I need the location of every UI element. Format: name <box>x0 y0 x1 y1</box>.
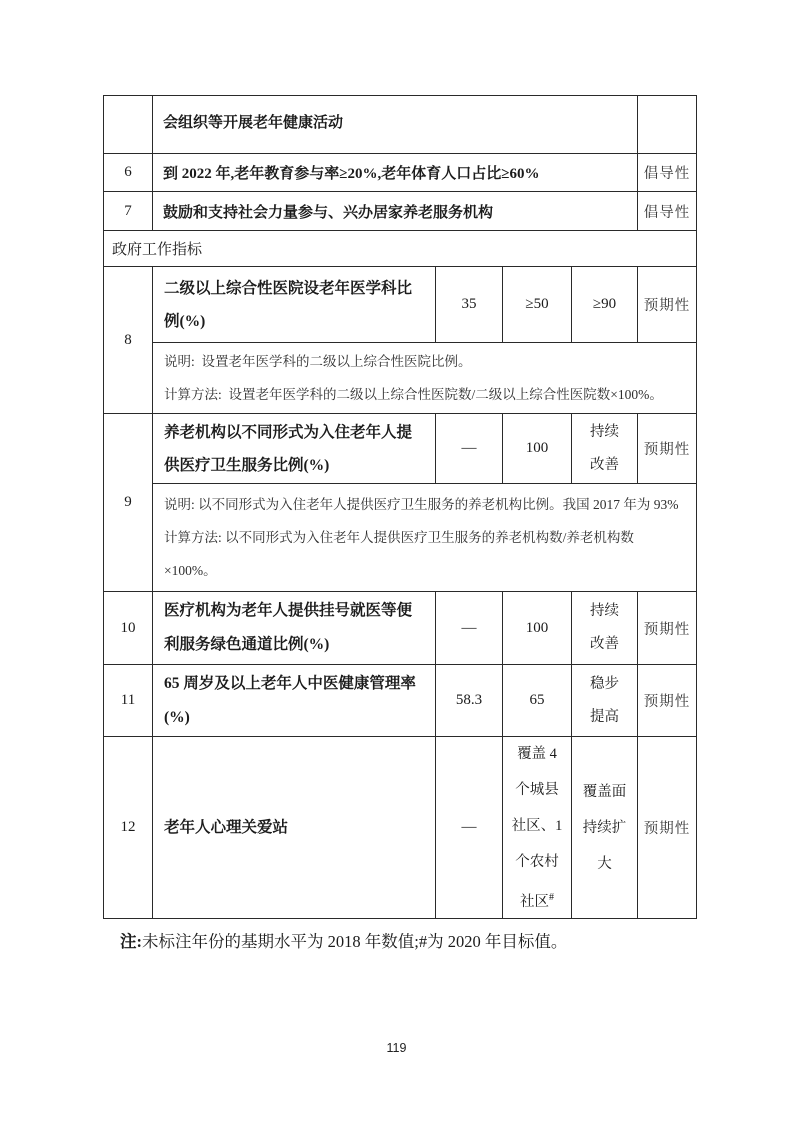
target-2030-trend <box>572 414 638 483</box>
notes-cell <box>153 343 696 413</box>
indicator-table <box>103 95 697 919</box>
target-2022-value: 65 <box>503 665 572 736</box>
trend-text: 覆盖面 持续扩 大 <box>582 783 627 872</box>
type-cell-empty <box>638 96 696 153</box>
type-label: 预期性 <box>643 442 691 458</box>
row-number: 11 <box>104 665 153 736</box>
indicator-line: 养老机构以不同形式为入住老年人提 <box>164 423 413 441</box>
table-row-continuation <box>104 96 696 154</box>
indicator-text <box>153 665 436 736</box>
indicator-line: (%) <box>164 708 190 726</box>
table-row-9 <box>104 414 696 592</box>
indicator-line: 65 周岁及以上老年人中医健康管理率 <box>164 674 416 692</box>
page-number: 119 <box>386 1041 407 1055</box>
baseline-value: — <box>436 414 503 483</box>
target-2030-trend <box>572 737 638 918</box>
table-row-12 <box>104 737 696 918</box>
indicator-line: 二级以上综合性医院设老年医学科比 <box>164 279 413 297</box>
continuation-text: 会组织等开展老年健康活动 <box>153 96 638 153</box>
indicator-text: 到 2022 年,老年教育参与率≥20%,老年体育人口占比≥60% <box>153 154 638 191</box>
indicator-text <box>153 414 436 483</box>
note-description: 说明: 设置老年医学科的二级以上综合性医院比例。 <box>164 354 472 369</box>
row-9-notes <box>153 484 696 591</box>
note-description: 说明: 以不同形式为入住老年人提供医疗卫生服务的养老机构比例。我国 2017 年为 93% <box>164 497 679 512</box>
row-8-group <box>153 267 696 413</box>
row-number: 8 <box>104 267 153 413</box>
footnote-prefix: 注: <box>120 932 142 951</box>
table-footnote <box>120 930 700 954</box>
footnote-text: 未标注年份的基期水平为 2018 年数值;#为 2020 年目标值。 <box>142 932 568 951</box>
target-2030-trend <box>572 665 638 736</box>
row-9-group <box>153 414 696 591</box>
baseline-value: 58.3 <box>436 665 503 736</box>
row-8-values <box>153 267 696 343</box>
baseline-value: 35 <box>436 267 503 342</box>
trend-text: 持续 改善 <box>590 603 619 652</box>
coverage-target-text: 覆盖 4 个城县 社区、1 个农村 社区# <box>512 737 563 918</box>
indicator-line: 供医疗卫生服务比例(%) <box>164 456 330 474</box>
row-9-values <box>153 414 696 484</box>
row-8-notes <box>153 343 696 413</box>
table-row-6 <box>104 154 696 192</box>
section-header-row <box>104 231 696 267</box>
section-header: 政府工作指标 <box>112 242 203 258</box>
indicator-line: 医疗机构为老年人提供挂号就医等便 <box>164 602 413 619</box>
table-row-7 <box>104 192 696 231</box>
type-label: 预期性 <box>643 694 691 710</box>
row-number: 12 <box>104 737 153 918</box>
row-number: 9 <box>104 414 153 591</box>
indicator-text <box>153 737 436 918</box>
type-label: 预期性 <box>643 621 691 638</box>
table-row-10 <box>104 592 696 665</box>
target-2030-trend <box>572 592 638 664</box>
row-number: 6 <box>104 154 153 191</box>
coverage-last-line: 社区# <box>520 891 554 910</box>
row-number: 10 <box>104 592 153 664</box>
trend-text: 持续 改善 <box>590 423 619 473</box>
note-calculation: 计算方法: 以不同形式为入住老年人提供医疗卫生服务的养老机构数/养老机构数 <box>164 530 634 545</box>
indicator-line: 老年人心理关爱站 <box>164 819 289 836</box>
target-2022-value: 100 <box>503 414 572 483</box>
table-row-8 <box>104 267 696 414</box>
indicator-line: 例(%) <box>164 312 206 330</box>
note-calculation: 计算方法: 设置老年医学科的二级以上综合性医院数/二级以上综合性医院数×100%。 <box>164 387 663 402</box>
type-label: 倡导性 <box>643 166 691 182</box>
target-2022-text <box>503 737 572 918</box>
indicator-text: 鼓励和支持社会力量参与、兴办居家养老服务机构 <box>153 192 638 230</box>
indicator-text <box>153 592 436 664</box>
table-row-11 <box>104 665 696 737</box>
trend-text: 稳步 提高 <box>590 675 619 725</box>
type-label: 预期性 <box>643 298 691 314</box>
indicator-line: 利服务绿色通道比例(%) <box>164 636 330 653</box>
baseline-value: — <box>436 737 503 918</box>
type-label: 倡导性 <box>643 204 691 221</box>
indicator-text <box>153 267 436 342</box>
target-2022-value: ≥50 <box>503 267 572 342</box>
type-label: 预期性 <box>643 821 691 837</box>
baseline-value: — <box>436 592 503 664</box>
target-2030-value: ≥90 <box>572 267 638 342</box>
hash-superscript: # <box>549 891 554 903</box>
notes-cell <box>153 484 696 591</box>
row-number: 7 <box>104 192 153 230</box>
target-2022-value: 100 <box>503 592 572 664</box>
row-number-cell <box>104 96 153 153</box>
note-calculation-cont: ×100%。 <box>164 563 217 578</box>
